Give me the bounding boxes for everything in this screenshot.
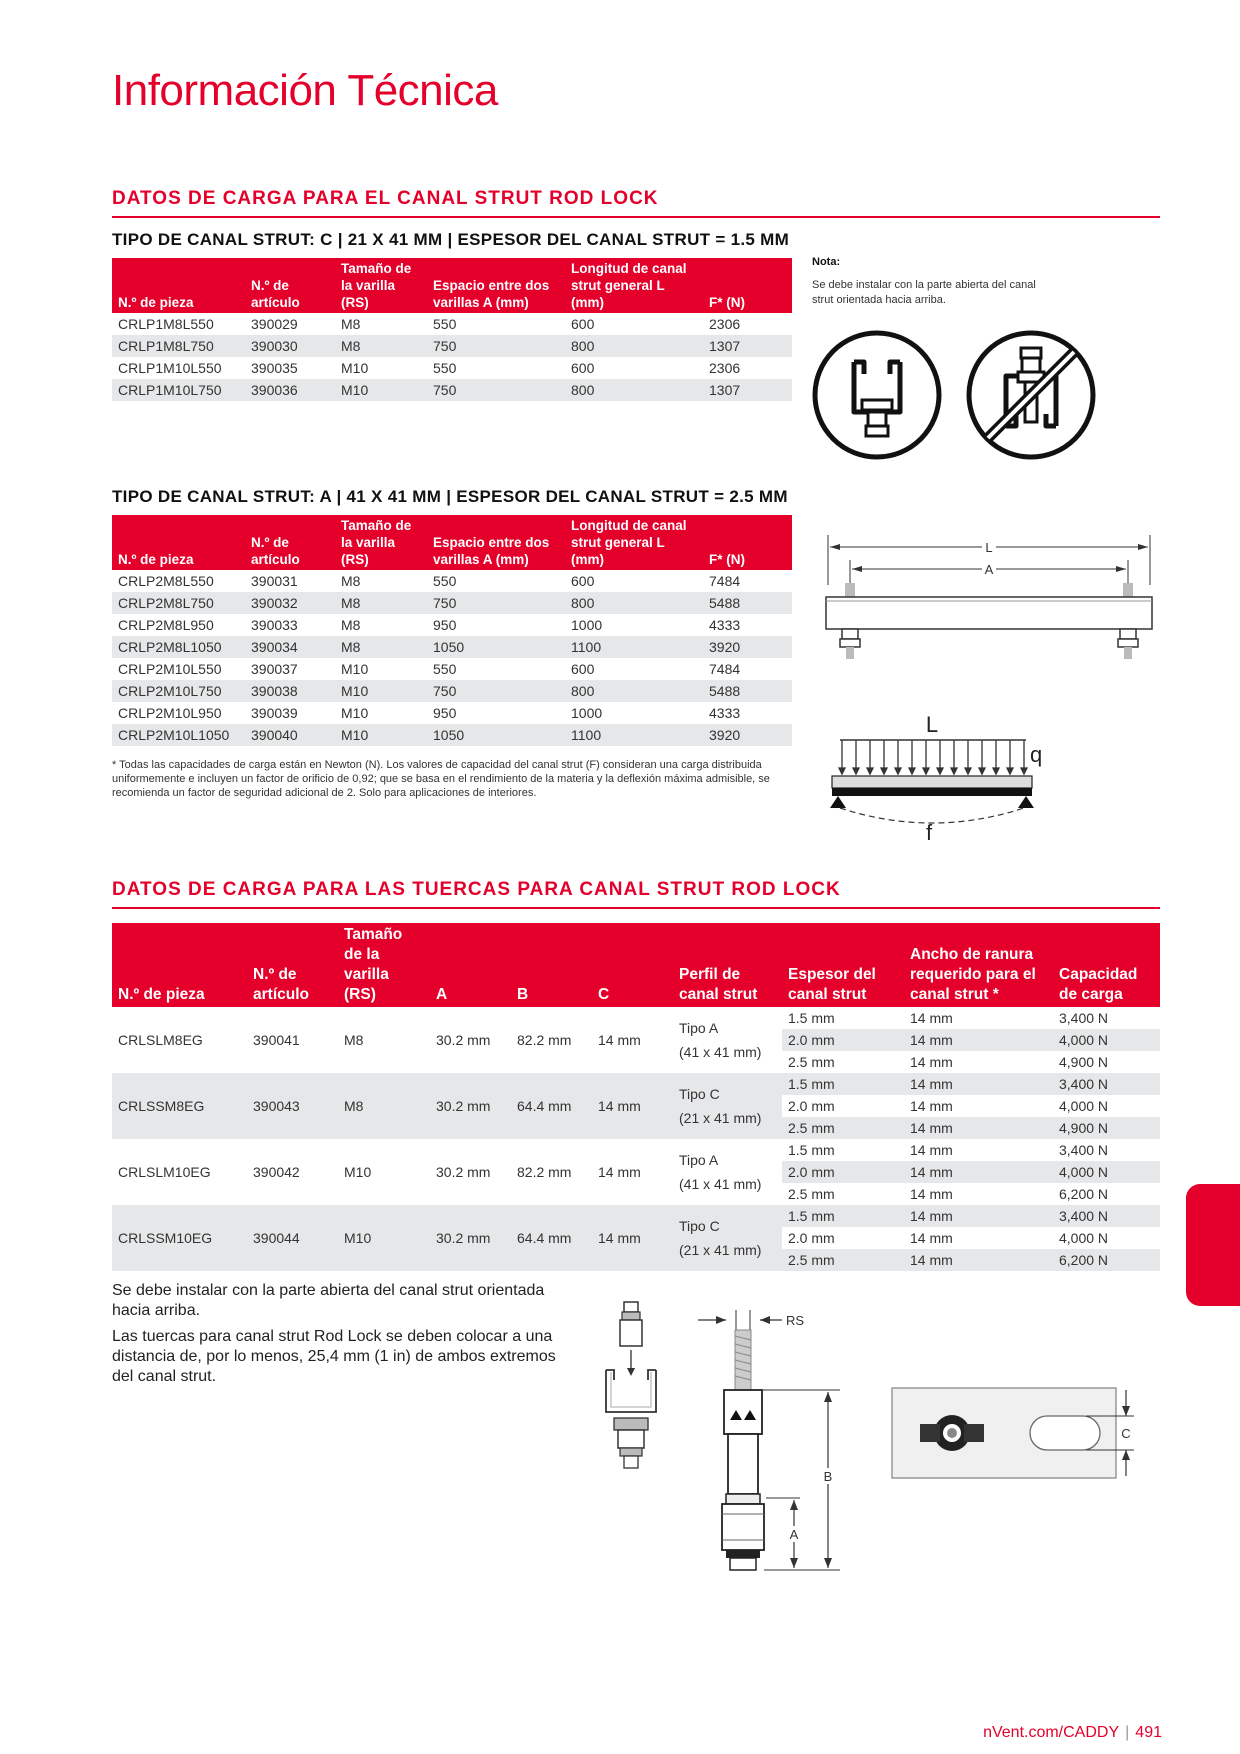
table-cell bbox=[673, 1205, 782, 1271]
column-header: Capacidad de carga bbox=[1053, 923, 1160, 1007]
table-cell: 3920 bbox=[703, 636, 792, 658]
table-cell: 3,400 N bbox=[1053, 1073, 1160, 1095]
table-cell: 550 bbox=[433, 360, 457, 376]
table-cell: M10 bbox=[341, 705, 369, 721]
table-cell: 5488 bbox=[703, 680, 792, 702]
table-cell: 550 bbox=[433, 661, 457, 677]
table-cell bbox=[673, 1007, 782, 1073]
table-cell: 14 mm bbox=[904, 1095, 1053, 1117]
table-cell: M8 bbox=[335, 592, 427, 614]
note-title: Nota: bbox=[812, 256, 841, 268]
table-header-row bbox=[112, 258, 792, 313]
table-cell: M8 bbox=[341, 573, 361, 589]
table-cell: 30.2 mm bbox=[436, 1164, 491, 1180]
page-title: Información Técnica bbox=[112, 66, 498, 115]
table-cell: 4333 bbox=[709, 617, 741, 633]
table-cell: 390032 bbox=[245, 592, 335, 614]
table-cell: 2.0 mm bbox=[782, 1227, 904, 1249]
table-cell: 1.5 mm bbox=[788, 1010, 835, 1026]
install-text: Se debe instalar con la parte abierta del canal strut orientada hacia arriba. bbox=[112, 1282, 545, 1319]
table-cell: 2.5 mm bbox=[788, 1186, 835, 1202]
profile-size: (41 x 41 mm) bbox=[679, 1176, 762, 1192]
table-cell: 390031 bbox=[251, 573, 298, 589]
page-footer bbox=[983, 1724, 1162, 1742]
table-cell: M10 bbox=[344, 1164, 372, 1180]
table-cell: 390044 bbox=[247, 1205, 338, 1271]
profile-type: Tipo C bbox=[679, 1218, 720, 1234]
load-label-l: L bbox=[925, 712, 939, 737]
table-cell: 3,400 N bbox=[1053, 1205, 1160, 1227]
dim-label-l: L bbox=[985, 540, 993, 555]
column-header: C bbox=[592, 923, 673, 1007]
table-cell: CRLP2M8L550 bbox=[118, 573, 214, 589]
column-header: Espacio entre dos varillas A (mm) bbox=[427, 258, 565, 313]
table-cell: 82.2 mm bbox=[517, 1032, 572, 1048]
table-cell: 3,400 N bbox=[1059, 1010, 1109, 1026]
table-row bbox=[112, 680, 792, 702]
profile-size: (21 x 41 mm) bbox=[679, 1242, 762, 1258]
column-header: N.º de pieza bbox=[112, 515, 245, 570]
table-cell: 1.5 mm bbox=[782, 1073, 904, 1095]
table-cell: 4,900 N bbox=[1059, 1054, 1109, 1070]
table-cell: 14 mm bbox=[910, 1054, 953, 1070]
table-cell: 390036 bbox=[245, 379, 335, 401]
table-cell: 14 mm bbox=[592, 1205, 673, 1271]
table-cell: 550 bbox=[433, 316, 457, 332]
load-label-q: q bbox=[1030, 742, 1043, 767]
profile-type: Tipo A bbox=[679, 1152, 719, 1168]
profile-size: (41 x 41 mm) bbox=[679, 1044, 762, 1060]
table-cell: CRLP1M10L750 bbox=[112, 379, 245, 401]
table-row bbox=[112, 379, 792, 401]
section-heading-nut-load: DATOS DE CARGA PARA LAS TUERCAS PARA CANAL STRUT ROD LOCK bbox=[112, 879, 1160, 909]
channel-dimension-diagram bbox=[820, 535, 1160, 665]
table-cell: 1100 bbox=[565, 636, 703, 658]
install-incorrect-icon bbox=[966, 330, 1096, 460]
table-cell: 6,200 N bbox=[1053, 1249, 1160, 1271]
table-cell: CRLP2M8L950 bbox=[118, 617, 214, 633]
table-cell: 14 mm bbox=[904, 1227, 1053, 1249]
load-footnote: * Todas las capacidades de carga están en Newton (N). Los valores de capacidad del canal strut (F) consideran una carga distribuida uniformemente e incluyen un factor de orificio de 0,92; que se basa en el rendimiento de la materia y la deflexión máxima admisible, se recomienda un factor de seguridad adicional de 2. Solo para aplicaciones de interiores. bbox=[112, 759, 770, 799]
table-cell: 390033 bbox=[251, 617, 298, 633]
table-cell: 14 mm bbox=[904, 1249, 1053, 1271]
table-cell: 600 bbox=[571, 360, 595, 376]
table-cell: 950 bbox=[433, 617, 457, 633]
table-cell: 14 mm bbox=[910, 1186, 953, 1202]
table-cell: 14 mm bbox=[910, 1010, 953, 1026]
table-row bbox=[112, 1073, 1160, 1095]
column-header: Espesor del canal strut bbox=[782, 923, 904, 1007]
table-cell: CRLP2M10L750 bbox=[112, 680, 245, 702]
dim-label-c: C bbox=[1121, 1426, 1131, 1441]
table-cell: M8 bbox=[344, 1032, 364, 1048]
table-cell: 390041 bbox=[253, 1032, 300, 1048]
table-cell: CRLP2M8L750 bbox=[112, 592, 245, 614]
table-cell: 4,000 N bbox=[1053, 1161, 1160, 1183]
table-cell: 390043 bbox=[247, 1073, 338, 1139]
table-cell: 1100 bbox=[565, 724, 703, 746]
slot-top-view-diagram bbox=[890, 1380, 1150, 1490]
table-cell: 1050 bbox=[427, 724, 565, 746]
table-cell: 600 bbox=[571, 661, 595, 677]
load-label-f: f bbox=[926, 820, 933, 845]
table-cell: 600 bbox=[571, 316, 595, 332]
load-table-channel-a bbox=[112, 515, 792, 746]
table-cell: CRLSLM8EG bbox=[118, 1032, 203, 1048]
table-cell: 550 bbox=[433, 573, 457, 589]
profile-size: (21 x 41 mm) bbox=[679, 1110, 762, 1126]
table-cell bbox=[673, 1073, 782, 1139]
table-row bbox=[112, 1007, 1160, 1029]
table-cell: 2.0 mm bbox=[782, 1029, 904, 1051]
table-row bbox=[112, 702, 792, 724]
profile-type: Tipo A bbox=[679, 1020, 719, 1036]
table-cell: 14 mm bbox=[904, 1205, 1053, 1227]
table-cell: 390029 bbox=[251, 316, 298, 332]
table-cell: 3920 bbox=[703, 724, 792, 746]
column-header: Tamaño de la varilla (RS) bbox=[335, 515, 427, 570]
table-cell: 14 mm bbox=[598, 1164, 641, 1180]
table-cell: 1050 bbox=[427, 636, 565, 658]
table-cell: 800 bbox=[565, 592, 703, 614]
table-cell bbox=[673, 1139, 782, 1205]
table-cell: 14 mm bbox=[592, 1073, 673, 1139]
table-row bbox=[112, 335, 792, 357]
placement-text: Las tuercas para canal strut Rod Lock se deben colocar a una distancia de, por lo menos, 25,4 mm (1 in) de ambos extremos del canal strut. bbox=[112, 1328, 556, 1385]
table-row bbox=[112, 357, 792, 379]
table-cell: 390038 bbox=[245, 680, 335, 702]
table-cell: 750 bbox=[427, 379, 565, 401]
table-cell: 14 mm bbox=[598, 1032, 641, 1048]
table-cell: 4,000 N bbox=[1053, 1227, 1160, 1249]
table-cell: M8 bbox=[338, 1073, 430, 1139]
table-cell: 390039 bbox=[251, 705, 298, 721]
table-cell: CRLP2M10L950 bbox=[118, 705, 222, 721]
table-cell: 2.0 mm bbox=[782, 1161, 904, 1183]
column-header: Perfil de canal strut bbox=[673, 923, 782, 1007]
table-cell: 14 mm bbox=[910, 1142, 953, 1158]
table-cell: CRLSSM8EG bbox=[112, 1073, 247, 1139]
table-cell: 82.2 mm bbox=[517, 1164, 572, 1180]
subheading-channel-a: TIPO DE CANAL STRUT: A | 41 X 41 MM | ESPESOR DEL CANAL STRUT = 2.5 MM bbox=[112, 487, 788, 506]
table-cell: CRLP1M8L550 bbox=[118, 316, 214, 332]
table-cell: M10 bbox=[341, 661, 369, 677]
profile-type: Tipo C bbox=[679, 1086, 720, 1102]
table-cell: 7484 bbox=[709, 573, 741, 589]
column-header: Longitud de canal strut general L (mm) bbox=[565, 258, 703, 313]
table-cell: 1307 bbox=[703, 379, 792, 401]
column-header: F* (N) bbox=[703, 258, 792, 313]
table-cell: 14 mm bbox=[904, 1073, 1053, 1095]
column-header: F* (N) bbox=[703, 515, 792, 570]
column-header: Tamaño de la varilla (RS) bbox=[335, 258, 427, 313]
column-header: N.º de pieza bbox=[112, 258, 245, 313]
table-cell: 600 bbox=[571, 573, 595, 589]
table-cell: 2.5 mm bbox=[782, 1117, 904, 1139]
table-cell: 2.0 mm bbox=[782, 1095, 904, 1117]
table-cell: M8 bbox=[335, 636, 427, 658]
table-cell: CRLP1M10L550 bbox=[118, 360, 222, 376]
table-cell: 64.4 mm bbox=[511, 1205, 592, 1271]
dim-label-b: B bbox=[823, 1469, 833, 1484]
table-cell: CRLP2M10L1050 bbox=[112, 724, 245, 746]
column-header: N.º de artículo bbox=[245, 515, 335, 570]
column-header: N.º de pieza bbox=[112, 923, 247, 1007]
column-header: B bbox=[511, 923, 592, 1007]
table-cell: 950 bbox=[433, 705, 457, 721]
table-cell: 1.5 mm bbox=[788, 1142, 835, 1158]
table-cell: M10 bbox=[335, 379, 427, 401]
note-text: Se debe instalar con la parte abierta del canal strut orientada hacia arriba. bbox=[812, 279, 1036, 306]
column-header: Ancho de ranura requerido para el canal strut * bbox=[904, 923, 1053, 1007]
table-cell: 30.2 mm bbox=[436, 1032, 491, 1048]
table-row bbox=[112, 658, 792, 680]
table-cell: M8 bbox=[335, 335, 427, 357]
table-cell: 750 bbox=[427, 335, 565, 357]
table-cell: 750 bbox=[427, 592, 565, 614]
table-cell: 2306 bbox=[709, 316, 741, 332]
table-cell: 390042 bbox=[253, 1164, 300, 1180]
table-header-row bbox=[112, 923, 1160, 1007]
table-cell: 390034 bbox=[245, 636, 335, 658]
column-header: N.º de artículo bbox=[247, 923, 338, 1007]
load-table-channel-c bbox=[112, 258, 792, 401]
table-cell: 390040 bbox=[245, 724, 335, 746]
table-cell: 800 bbox=[565, 379, 703, 401]
table-row bbox=[112, 1139, 1160, 1161]
table-cell: 14 mm bbox=[904, 1029, 1053, 1051]
dim-label-a: A bbox=[984, 562, 994, 577]
table-cell: 1.5 mm bbox=[782, 1205, 904, 1227]
table-cell: 2.5 mm bbox=[788, 1054, 835, 1070]
table-cell: 390030 bbox=[245, 335, 335, 357]
table-header-row bbox=[112, 515, 792, 570]
table-cell: M10 bbox=[335, 724, 427, 746]
table-cell: 4,000 N bbox=[1053, 1095, 1160, 1117]
install-correct-icon bbox=[812, 330, 942, 460]
table-cell: CRLSLM10EG bbox=[118, 1164, 211, 1180]
table-cell: 14 mm bbox=[904, 1161, 1053, 1183]
column-header: Espacio entre dos varillas A (mm) bbox=[427, 515, 565, 570]
footer-separator: | bbox=[1125, 1724, 1130, 1741]
nut-dimension-diagram bbox=[690, 1300, 850, 1575]
table-cell: 7484 bbox=[709, 661, 741, 677]
table-cell: 1000 bbox=[571, 705, 603, 721]
column-header: A bbox=[430, 923, 511, 1007]
load-table-nuts bbox=[112, 923, 1160, 1271]
table-cell: 3,400 N bbox=[1059, 1142, 1109, 1158]
table-cell: CRLSSM10EG bbox=[112, 1205, 247, 1271]
column-header: N.º de artículo bbox=[245, 258, 335, 313]
table-cell: 2.5 mm bbox=[782, 1249, 904, 1271]
footer-url[interactable]: nVent.com/CADDY bbox=[983, 1724, 1120, 1741]
table-cell: 6,200 N bbox=[1059, 1186, 1109, 1202]
table-cell: CRLP1M8L750 bbox=[112, 335, 245, 357]
table-cell: 14 mm bbox=[904, 1117, 1053, 1139]
table-cell: M10 bbox=[335, 680, 427, 702]
table-cell: 4,000 N bbox=[1053, 1029, 1160, 1051]
table-row bbox=[112, 592, 792, 614]
page-number: 491 bbox=[1135, 1724, 1162, 1741]
table-cell: 30.2 mm bbox=[430, 1205, 511, 1271]
table-cell: M10 bbox=[338, 1205, 430, 1271]
table-cell: M10 bbox=[341, 360, 369, 376]
table-row bbox=[112, 636, 792, 658]
dim-label-rs: RS bbox=[786, 1313, 805, 1328]
column-header: Longitud de canal strut general L (mm) bbox=[565, 515, 703, 570]
table-cell: CRLP2M10L550 bbox=[118, 661, 222, 677]
table-cell: M8 bbox=[341, 316, 361, 332]
table-row bbox=[112, 1205, 1160, 1227]
dim-label-a: A bbox=[789, 1527, 799, 1542]
table-cell: 4,900 N bbox=[1053, 1117, 1160, 1139]
table-cell: 2306 bbox=[709, 360, 741, 376]
table-cell: 1307 bbox=[703, 335, 792, 357]
table-row bbox=[112, 724, 792, 746]
table-cell: 800 bbox=[565, 335, 703, 357]
chapter-tab bbox=[1186, 1184, 1240, 1306]
table-cell: 390037 bbox=[251, 661, 298, 677]
nut-install-diagram bbox=[600, 1300, 670, 1470]
table-cell: CRLP2M8L1050 bbox=[112, 636, 245, 658]
table-cell: 4333 bbox=[709, 705, 741, 721]
table-cell: 64.4 mm bbox=[511, 1073, 592, 1139]
table-cell: 1000 bbox=[571, 617, 603, 633]
section-heading-strut-load: DATOS DE CARGA PARA EL CANAL STRUT ROD LOCK bbox=[112, 188, 1160, 218]
table-row bbox=[112, 614, 792, 636]
table-cell: 390035 bbox=[251, 360, 298, 376]
table-row bbox=[112, 570, 792, 592]
table-cell: M8 bbox=[341, 617, 361, 633]
table-cell: 5488 bbox=[703, 592, 792, 614]
table-cell: 30.2 mm bbox=[430, 1073, 511, 1139]
table-row bbox=[112, 313, 792, 335]
distributed-load-diagram bbox=[826, 712, 1046, 845]
table-cell: 800 bbox=[565, 680, 703, 702]
subheading-channel-c: TIPO DE CANAL STRUT: C | 21 X 41 MM | ESPESOR DEL CANAL STRUT = 1.5 MM bbox=[112, 230, 790, 249]
table-cell: 750 bbox=[427, 680, 565, 702]
column-header: Tamaño de la varilla (RS) bbox=[338, 923, 430, 1007]
